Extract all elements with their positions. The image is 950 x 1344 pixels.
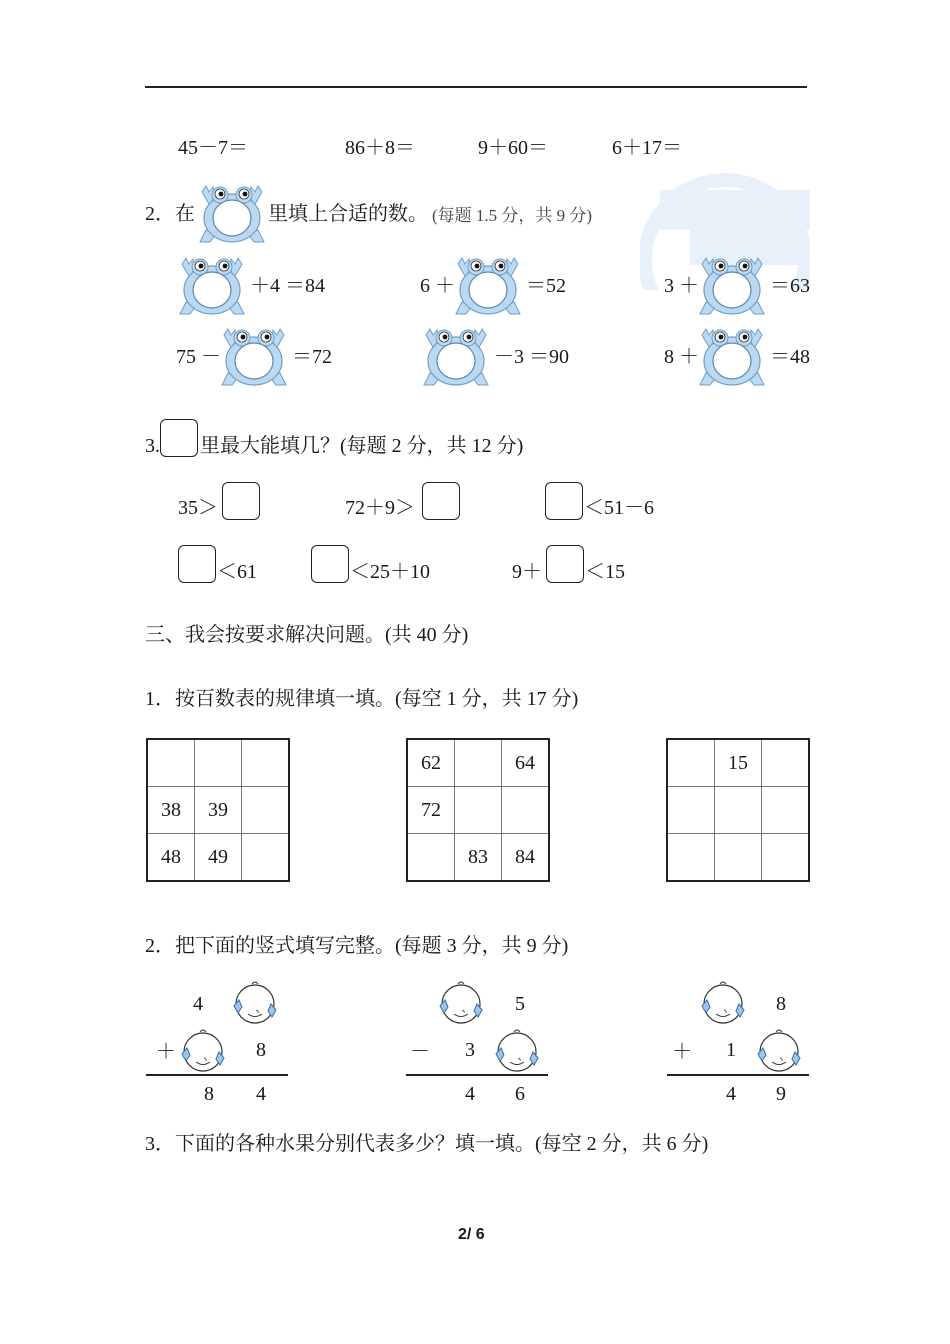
vert-mid-digit: 1 — [726, 1039, 736, 1061]
frog-blank-icon[interactable] — [696, 327, 768, 387]
q2-expression-tail: ＝63 — [770, 275, 810, 297]
hundred-chart-grid-2 — [406, 738, 550, 882]
answer-box[interactable] — [222, 482, 260, 520]
difference-line — [406, 1074, 548, 1076]
grid-cell[interactable] — [455, 787, 502, 834]
answer-box[interactable] — [178, 545, 216, 583]
baby-face-icon[interactable] — [494, 1028, 540, 1076]
grid-cell[interactable] — [667, 834, 715, 882]
q3-expression-tail: ＜15 — [585, 561, 625, 583]
frog-blank-icon[interactable] — [452, 256, 524, 316]
grid-cell: 64 — [502, 739, 550, 787]
grid-cell: 38 — [147, 787, 195, 834]
vert-result-digit: 4 — [465, 1083, 475, 1105]
q2-expression-tail: ＝52 — [526, 275, 566, 297]
frog-blank-icon[interactable] — [696, 256, 768, 316]
problem-3-text: 3．下面的各种水果分别代表多少？填一填。(每空 2 分，共 6 分) — [145, 1133, 709, 1155]
q2-instruction: 里填上合适的数。 — [268, 203, 428, 225]
grid-cell[interactable] — [455, 739, 502, 787]
grid-cell[interactable] — [147, 739, 195, 787]
frog-blank-icon[interactable] — [176, 256, 248, 316]
problem-2-text: 2．把下面的竖式填写完整。(每题 3 分，共 9 分) — [145, 935, 569, 957]
sum-line — [146, 1074, 288, 1076]
baby-face-icon[interactable] — [756, 1028, 802, 1076]
q3-expression-head: 9＋ — [512, 561, 542, 583]
grid-cell[interactable] — [407, 834, 455, 882]
grid-cell[interactable] — [667, 787, 715, 834]
grid-cell: 15 — [715, 739, 762, 787]
vert-mid-digit: 3 — [465, 1039, 475, 1061]
grid-cell[interactable] — [715, 834, 762, 882]
frog-blank-icon[interactable] — [420, 327, 492, 387]
grid-cell[interactable] — [762, 739, 810, 787]
q2-expression-head: 3 ＋ — [664, 275, 699, 297]
vert-top-digit: 4 — [193, 993, 203, 1015]
example-box — [160, 419, 198, 457]
q3-expression-head: 35＞ — [178, 497, 218, 519]
grid-cell[interactable] — [762, 787, 810, 834]
q2-expression-head: 8 ＋ — [664, 346, 699, 368]
q2-expression-tail: －3 ＝90 — [494, 346, 569, 368]
answer-box[interactable] — [546, 545, 584, 583]
vert-result-digit: 6 — [515, 1083, 525, 1105]
q2-number: 2．在 — [145, 203, 195, 225]
problem-1-text: 1．按百数表的规律填一填。(每空 1 分，共 17 分) — [145, 688, 579, 710]
q3-number: 3. — [145, 435, 160, 457]
baby-face-icon[interactable] — [232, 980, 278, 1028]
page-number: 2/ 6 — [458, 1226, 485, 1243]
grid-cell: 72 — [407, 787, 455, 834]
vert-operator: ＋ — [672, 1041, 692, 1063]
oral-item: 6＋17＝ — [612, 137, 682, 159]
section-title: 三、我会按要求解决问题。(共 40 分) — [145, 624, 469, 646]
grid-cell: 83 — [455, 834, 502, 882]
baby-face-icon[interactable] — [438, 980, 484, 1028]
q2-expression-tail: ＝72 — [292, 346, 332, 368]
frog-icon — [196, 184, 268, 244]
q2-score: (每题 1.5 分，共 9 分) — [432, 206, 593, 225]
q3-expression-tail: ＜25＋10 — [350, 561, 430, 583]
vert-result-digit: 8 — [204, 1083, 214, 1105]
grid-cell[interactable] — [762, 834, 810, 882]
grid-cell[interactable] — [715, 787, 762, 834]
answer-box[interactable] — [422, 482, 460, 520]
grid-cell: 62 — [407, 739, 455, 787]
grid-cell[interactable] — [502, 787, 550, 834]
grid-cell: 49 — [195, 834, 242, 882]
answer-box[interactable] — [545, 482, 583, 520]
q3-instruction: 里最大能填几？(每题 2 分，共 12 分) — [200, 435, 524, 457]
vert-operator: － — [410, 1041, 430, 1063]
grid-cell: 48 — [147, 834, 195, 882]
sum-line — [667, 1074, 809, 1076]
header-rule — [145, 86, 807, 88]
grid-cell[interactable] — [667, 739, 715, 787]
hundred-chart-grid-3 — [666, 738, 810, 882]
vert-top-digit: 8 — [776, 993, 786, 1015]
answer-box[interactable] — [311, 545, 349, 583]
grid-cell[interactable] — [242, 834, 290, 882]
oral-item: 45－7＝ — [178, 137, 248, 159]
grid-cell[interactable] — [195, 739, 242, 787]
hundred-chart-grid-1 — [146, 738, 290, 882]
baby-face-icon[interactable] — [180, 1028, 226, 1076]
baby-face-icon[interactable] — [700, 980, 746, 1028]
grid-cell: 84 — [502, 834, 550, 882]
grid-cell[interactable] — [242, 739, 290, 787]
grid-cell: 39 — [195, 787, 242, 834]
frog-blank-icon[interactable] — [218, 327, 290, 387]
q2-expression-tail: ＋4 ＝84 — [250, 275, 325, 297]
vert-top-digit: 5 — [515, 993, 525, 1015]
vert-operator: ＋ — [156, 1041, 176, 1063]
oral-item: 86＋8＝ — [345, 137, 415, 159]
q3-expression-tail: ＜61 — [217, 561, 257, 583]
vert-mid-digit: 8 — [256, 1039, 266, 1061]
q2-expression-head: 75 － — [176, 346, 221, 368]
q2-expression-head: 6 ＋ — [420, 275, 455, 297]
vert-result-digit: 9 — [776, 1083, 786, 1105]
grid-cell[interactable] — [242, 787, 290, 834]
q2-expression-tail: ＝48 — [770, 346, 810, 368]
vert-result-digit: 4 — [726, 1083, 736, 1105]
vert-result-digit: 4 — [256, 1083, 266, 1105]
q3-expression-tail: ＜51－6 — [584, 497, 654, 519]
q3-expression-head: 72＋9＞ — [345, 497, 415, 519]
oral-item: 9＋60＝ — [478, 137, 548, 159]
